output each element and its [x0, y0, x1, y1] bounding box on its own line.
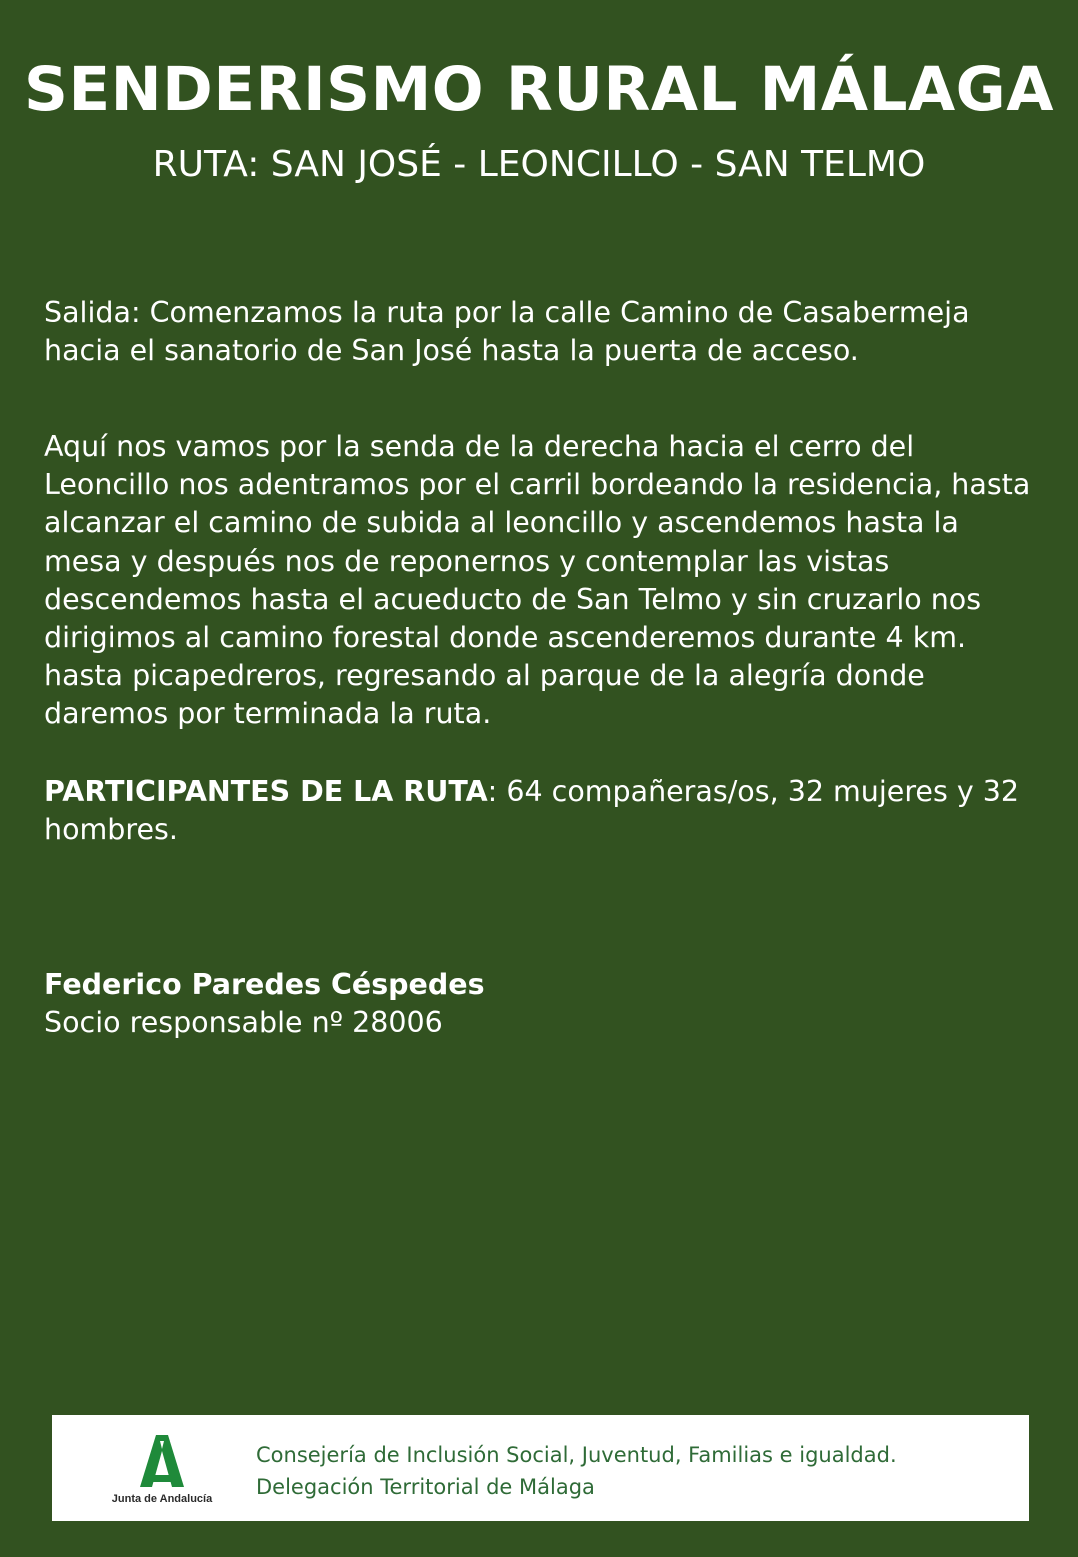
- departure-paragraph: Salida: Comenzamos la ruta por la calle Camino de Casabermeja hacia el sanatorio de San José hasta la puerta de acceso.: [44, 296, 970, 368]
- footer-text: [256, 1439, 897, 1503]
- andalucia-a-icon: [140, 1435, 184, 1487]
- signature-name: Federico Paredes Céspedes: [44, 968, 485, 1001]
- participants-text: : 64 compañeras/os, 32 mujeres y 32 hombres.: [44, 775, 1020, 847]
- footer-banner: [52, 1415, 1029, 1521]
- route-description-paragraph: Aquí nos vamos por la senda de la derecha hacia el cerro del Leoncillo nos adentramos por el carril bordeando la residencia, hasta alcanzar el camino de subida al leoncillo y ascendemos hasta la mesa y después nos de reponernos y contemplar las vistas descendemos hasta el acueducto de San Telmo y sin cruzarlo nos dirigimos al camino forestal donde ascenderemos durante 4 km. hasta picapedreros, regresando al parque de la alegría donde daremos por terminada la ruta.: [44, 430, 1031, 731]
- participants-label: PARTICIPANTES DE LA RUTA: [44, 775, 488, 808]
- logo-text: Junta de Andalucía: [111, 1493, 213, 1505]
- footer-line-1: Consejería de Inclusión Social, Juventud, Familias e igualdad.: [256, 1443, 897, 1467]
- participants-paragraph: [44, 773, 1044, 849]
- signature-role: Socio responsable nº 28006: [44, 1006, 443, 1039]
- route-subtitle: RUTA: SAN JOSÉ - LEONCILLO - SAN TELMO: [152, 144, 926, 185]
- page-title: SENDERISMO RURAL MÁLAGA: [24, 54, 1054, 125]
- footer-line-2: Delegación Territorial de Málaga: [256, 1475, 595, 1499]
- junta-andalucia-logo: [102, 1433, 222, 1513]
